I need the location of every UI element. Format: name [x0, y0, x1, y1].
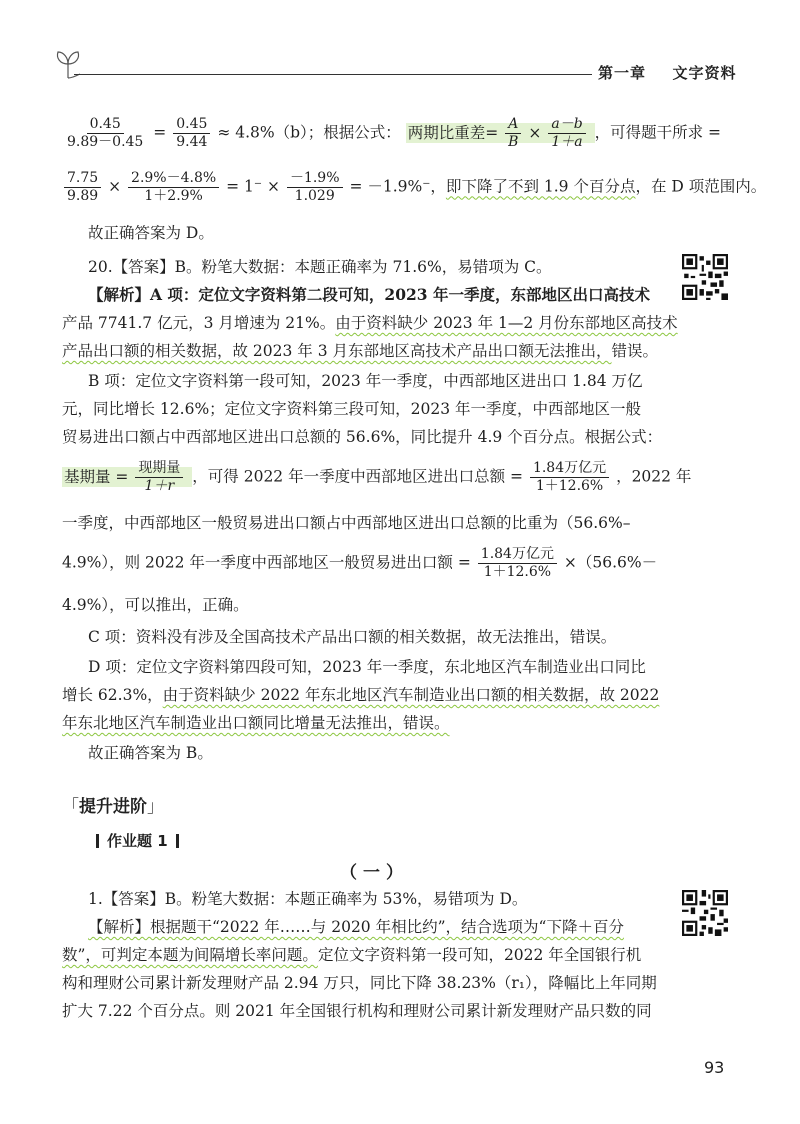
bar-marker — [176, 834, 179, 848]
q20-analysis-a1: 【解析】A 项：定位文字资料第二段可知，2023 年一季度，东部地区出口高技术 — [88, 285, 650, 304]
qr-code-icon — [682, 254, 728, 300]
page-number: 93 — [704, 1058, 725, 1077]
q1-analysis-4: 扩大 7.22 个百分点。则 2021 年全国银行机构和理财公司累计新发理财产品只数的同 — [62, 1002, 652, 1020]
homework-title: 作业题 1 — [88, 830, 187, 851]
q20-analysis-b6: 4.9%），则 2022 年一季度中西部地区一般贸易进出口额 = $\frac{\text{1.84万亿元}}{1+12.6\%}$ ×（56.6%－ — [62, 546, 658, 580]
q20-analysis-c: C 项：资料没有涉及全国高技术产品出口额的相关数据，故无法推出，错误。 — [88, 628, 617, 646]
formula-line-1: $\frac{0.45}{9.89-0.45}$ = $\frac{0.45}{9.44}$ ≈ 4.8%（b）；根据公式： 两期比重差= $\frac{A}{B}$ × $\frac{a-b}{1+a}$ ，可得题干所求 = — [62, 116, 664, 151]
q20-analysis-b7: 4.9%），可以推出，正确。 — [62, 596, 249, 614]
fraction: $\frac{\text{1.84万亿元}}{1+12.6\%}$ — [530, 460, 609, 495]
sprout-icon — [50, 48, 86, 80]
q20-analysis-a2: 产品 7741.7 亿元，3 月增速为 21%。由于资料缺少 2023 年 1—2 月份东部地区高技术 — [62, 314, 678, 332]
formula-highlight: 基期量 = $\frac{\text{现期量}}{1+r}$ — [62, 467, 192, 487]
q1-answer: 1.【答案】B。粉笔大数据：本题正确率为 53%，易错项为 D。 — [88, 890, 528, 908]
fraction: $\frac{0.45}{9.44}$ — [173, 116, 210, 151]
fraction: $\frac{0.45}{9.89-0.45}$ — [67, 116, 144, 150]
fraction: $\frac{2.9\%-4.8\%}{1+2.9\%}$ — [128, 170, 219, 205]
section-title: 「提升进阶」 — [62, 797, 164, 817]
q20-analysis-b4: 基期量 = $\frac{\text{现期量}}{1+r}$ ，可得 2022 年一季度中西部地区进出口总额 = $\frac{\text{1.84万亿元}}{1+12.6\%}$ ，2022 年 — [64, 460, 692, 494]
q20-analysis-d3: 年东北地区汽车制造业出口额同比增量无法推出，错误。 — [62, 714, 450, 732]
q20-analysis-d1: D 项：定位文字资料第四段可知，2023 年一季度，东北地区汽车制造业出口同比 — [88, 658, 646, 676]
q20-analysis-b3: 贸易进出口额占中西部地区进出口总额的 56.6%，同比提升 4.9 个百分点。根据公式： — [62, 428, 663, 446]
chapter-header — [598, 62, 737, 83]
formula-highlight: 两期比重差= $\frac{A}{B}$ × $\frac{a-b}{1+a}$ — [406, 123, 595, 143]
part-title: （一） — [340, 863, 409, 883]
header-rule — [74, 74, 592, 75]
bar-marker — [96, 834, 99, 848]
fraction: $\frac{-1.9\%}{1.029}$ — [287, 170, 343, 205]
chapter-number: 第一章 — [598, 64, 647, 82]
q20-analysis-b1: B 项：定位文字资料第一段可知，2023 年一季度，中西部地区进出口 1.84 万亿 — [88, 372, 643, 390]
q20-analysis-b5: 一季度，中西部地区一般贸易进出口额占中西部地区进出口总额的比重为（56.6%– — [62, 514, 631, 532]
qr-code-icon — [682, 890, 728, 936]
q1-analysis-2: 数”，可判定本题为间隔增长率问题。定位文字资料第一段可知，2022 年全国银行机 — [62, 946, 642, 964]
formula-line-2: $\frac{7.75}{9.89}$ × $\frac{2.9\%-4.8\%}{1+2.9\%}$ = 1⁻ × $\frac{-1.9\%}{1.029}$ = －1.9%⁻，即下降了不到 1.9 个百分点，在 D 项范围内。 — [62, 170, 664, 205]
q1-analysis-3: 构和理财公司累计新发理财产品 2.94 万只，同比下降 38.23%（r₁），降幅比上年同期 — [62, 974, 657, 992]
fraction: $\frac{\text{1.84万亿元}}{1+12.6\%}$ — [478, 546, 557, 581]
conclusion-text: 故正确答案为 B。 — [88, 744, 213, 762]
q20-analysis-d2: 增长 62.3%，由于资料缺少 2022 年东北地区汽车制造业出口额的相关数据，故 2022 — [62, 686, 660, 704]
chapter-title: 文字资料 — [672, 64, 737, 82]
q1-analysis-1: 【解析】根据题干“2022 年……与 2020 年相比约”，结合选项为“下降＋百分 — [88, 918, 624, 936]
q20-answer: 20.【答案】B。粉笔大数据：本题正确率为 71.6%，易错项为 C。 — [88, 258, 552, 276]
fraction: $\frac{7.75}{9.89}$ — [64, 170, 101, 205]
q20-analysis-b2: 元，同比增长 12.6%；定位文字资料第三段可知，2023 年一季度，中西部地区一般 — [62, 400, 642, 418]
conclusion-text: 故正确答案为 D。 — [88, 224, 214, 242]
q20-analysis-a3: 产品出口额的相关数据，故 2023 年 3 月东部地区高技术产品出口额无法推出，错误。 — [62, 342, 659, 360]
